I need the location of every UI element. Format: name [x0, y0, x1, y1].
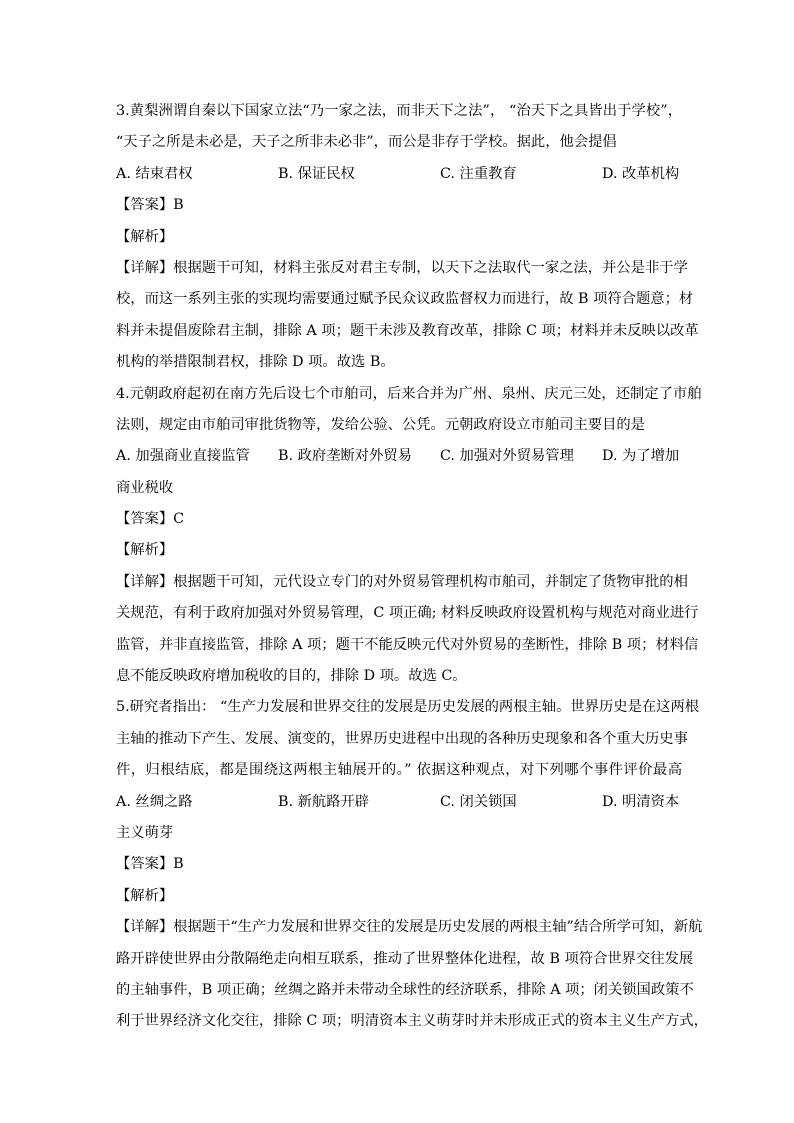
q3-answer: 【答案】B [116, 197, 184, 214]
q4-option-d-continued: 商业税收 [116, 479, 174, 496]
q4-stem-line-2: 法则，规定由市舶司审批货物等，发给公验、公凭。元朝政府设立市舶司主要目的是 [116, 416, 645, 433]
q4-options [116, 441, 682, 472]
q5-detail-line-1: 【详解】根据题干“生产力发展和世界交往的发展是历史发展的两根主轴”结合所学可知，新航 [116, 919, 703, 936]
q5-stem-line-2: 主轴的推动下产生、发展、演变的，世界历史进程中出现的各种历史现象和各个重大历史事 [116, 730, 688, 747]
q4-detail-line-3: 监管，并非直接监管，排除 A 项；题干不能反映元代对外贸易的垄断性，排除 B 项；材料信 [116, 636, 699, 653]
q3-option-a: A. 结束君权 [116, 165, 193, 182]
q4-detail-line-2: 关规范，有利于政府加强对外贸易管理，C 项正确; 材料反映政府设置机构与规范对商业进行 [116, 605, 699, 622]
q4-option-d: D. 为了增加 [602, 448, 680, 465]
q3-option-b: B. 保证民权 [278, 165, 355, 182]
q5-option-d: D. 明清资本 [602, 793, 680, 810]
q5-detail-line-2: 路开辟使世界由分散隔绝走向相互联系，推动了世界整体化进程，故 B 项符合世界交往发展 [116, 950, 694, 967]
q3-detail-line-3: 料并未提倡废除君主制，排除 A 项；题干未涉及教育改革，排除 C 项；材料并未反映以改革 [116, 322, 699, 339]
q3-option-d: D. 改革机构 [602, 165, 680, 182]
q5-detail-line-4: 利于世界经济文化交往，排除 C 项；明清资本主义萌芽时并未形成正式的资本主义生产方式， [116, 1013, 708, 1030]
q4-detail-line-4: 息不能反映政府增加税收的目的，排除 D 项。故选 C。 [116, 668, 467, 685]
q5-option-a: A. 丝绸之路 [116, 793, 193, 810]
q4-option-b: B. 政府垄断对外贸易 [278, 448, 412, 465]
q4-stem-line-1: 4.元朝政府起初在南方先后设七个市舶司，后来合并为广州、泉州、庆元三处，还制定了市舶 [116, 385, 702, 402]
q3-option-c: C. 注重教育 [440, 165, 517, 182]
document-page [116, 96, 708, 1038]
q4-answer: 【答案】C [116, 511, 185, 528]
q3-options [116, 159, 682, 190]
q3-analysis-label: 【解析】 [116, 228, 174, 245]
q5-detail-line-3: 的主轴事件，B 项正确；丝绸之路并未带动全球性的经济联系，排除 A 项；闭关锁国政策不 [116, 981, 694, 998]
q3-detail-line-4: 机构的举措限制君权，排除 D 项。故选 B。 [116, 354, 395, 371]
q4-analysis-label: 【解析】 [116, 542, 174, 559]
q5-stem-line-1: 5.研究者指出： “生产力发展和世界交往的发展是历史发展的两根主轴。世界历史是在这两根 [116, 699, 700, 716]
q5-option-c: C. 闭关锁国 [440, 793, 517, 810]
q5-answer: 【答案】B [116, 856, 184, 873]
q4-option-c: C. 加强对外贸易管理 [440, 448, 574, 465]
q3-stem-line-2: “天子之所是未必是，天子之所非未必非”，而公是非存于学校。据此，他会提倡 [116, 134, 617, 151]
q3-stem-line-1: 3.黄梨洲谓自秦以下国家立法“乃一家之法，而非天下之法”， “治天下之具皆出于学校”， [116, 103, 682, 119]
q3-detail-line-2: 校，而这一系列主张的实现均需要通过赋予民众议政监督权力而进行，故 B 项符合题意；材 [116, 291, 694, 308]
q5-options [116, 787, 682, 818]
q4-detail-line-1: 【详解】根据题干可知，元代设立专门的对外贸易管理机构市舶司，并制定了货物审批的相 [116, 573, 688, 590]
q5-analysis-label: 【解析】 [116, 887, 174, 904]
q5-option-b: B. 新航路开辟 [278, 793, 370, 810]
q3-detail-line-1: 【详解】根据题干可知，材料主张反对君主专制，以天下之法取代一家之法，并公是非于学 [116, 259, 688, 276]
q5-option-d-continued: 主义萌芽 [116, 824, 174, 841]
q5-stem-line-3: 件，归根结底，都是围绕这两根主轴展开的。” 依据这种观点，对下列哪个事件评价最高 [116, 762, 682, 779]
q4-option-a: A. 加强商业直接监管 [116, 448, 250, 465]
